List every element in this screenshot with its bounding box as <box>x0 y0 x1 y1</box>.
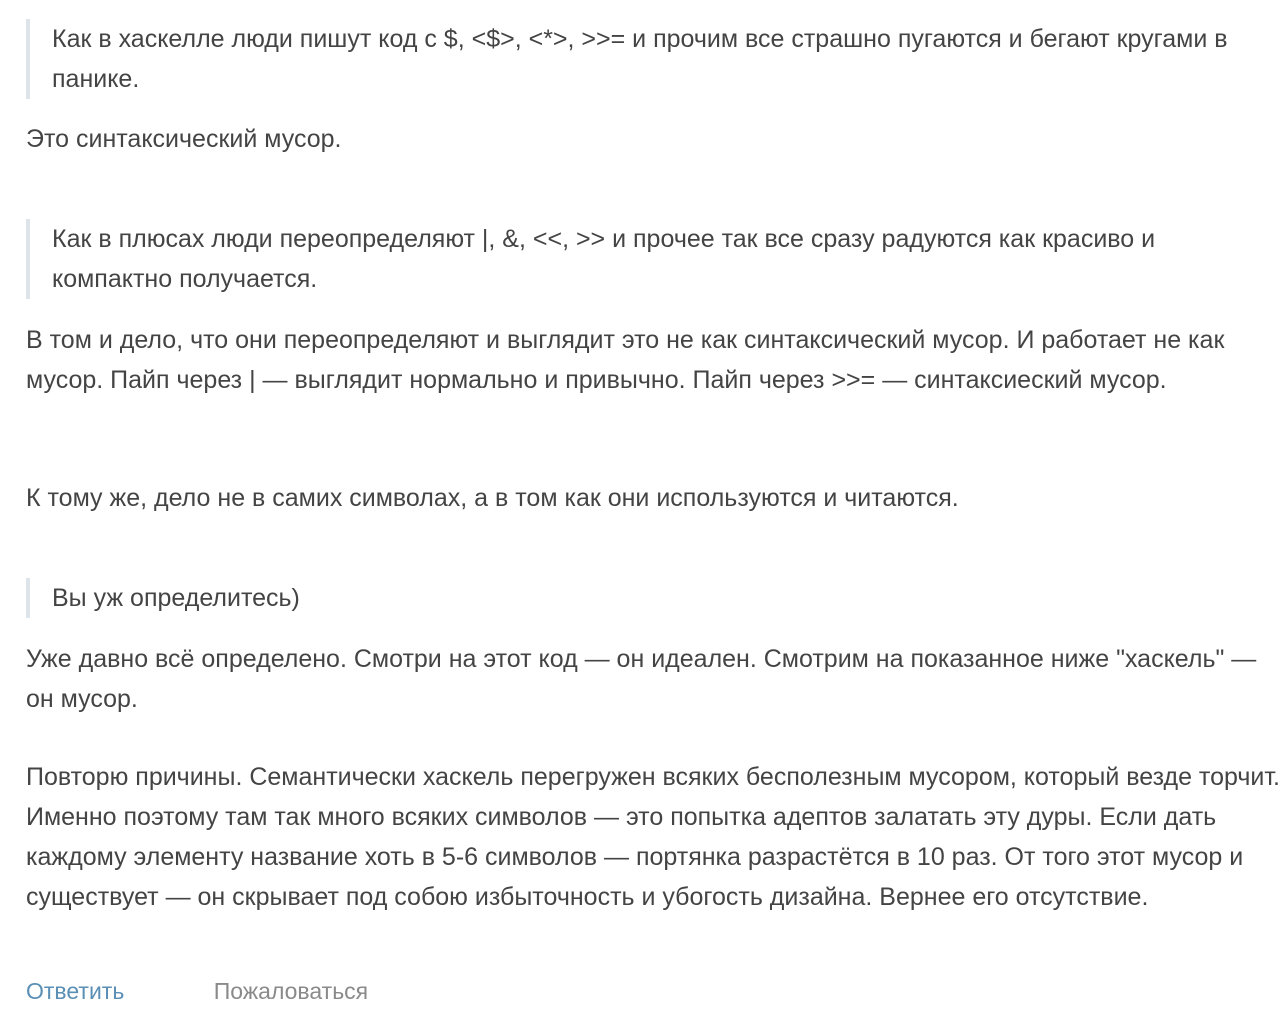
quote-text: Вы уж определитесь) <box>52 584 300 612</box>
comment-paragraph: Это синтаксический мусор. <box>26 125 342 153</box>
quote-text: Как в хаскелле люди пишут код с $, <$>, <*>, >>= и прочим все страшно пугаются и бегают кругами в панике. <box>52 25 1228 93</box>
comment-paragraph: К тому же, дело не в самих символах, а в том как они используются и читаются. <box>26 484 959 512</box>
quote-block <box>26 219 1280 299</box>
quote-block <box>26 19 1280 99</box>
report-link[interactable]: Пожаловаться <box>213 978 369 1004</box>
comment-paragraph: В том и дело, что они переопределяют и выглядит это не как синтаксический мусор. И работает не как мусор. Пайп через | — выглядит нормально и привычно. Пайп через >>= — синтаксиеский мусор. <box>26 326 1225 394</box>
quote-text: Как в плюсах люди переопределяют |, &, <<, >> и прочее так все сразу радуются как красиво и компактно получается. <box>52 225 1156 293</box>
comment-actions <box>26 971 368 1011</box>
quote-block <box>26 578 300 618</box>
comment-paragraph: Повторю причины. Семантически хаскель перегружен всяких бесполезным мусором, который везде торчит. Именно поэтому там так много всяких символов — это попытка адептов залатать эту дуры. Если дать каждому элементу название хоть в 5-6 символов — портянка разрастётся в 10 раз. От того этот мусор и существует — он скрывает под собою избыточность и убогость дизайна. Вернее его отсутствие. <box>26 763 1280 911</box>
comment-paragraph: Уже давно всё определено. Смотри на этот код — он идеален. Смотрим на показанное ниже "хаскель" — он мусор. <box>26 645 1257 713</box>
reply-link[interactable]: Ответить <box>26 978 125 1004</box>
